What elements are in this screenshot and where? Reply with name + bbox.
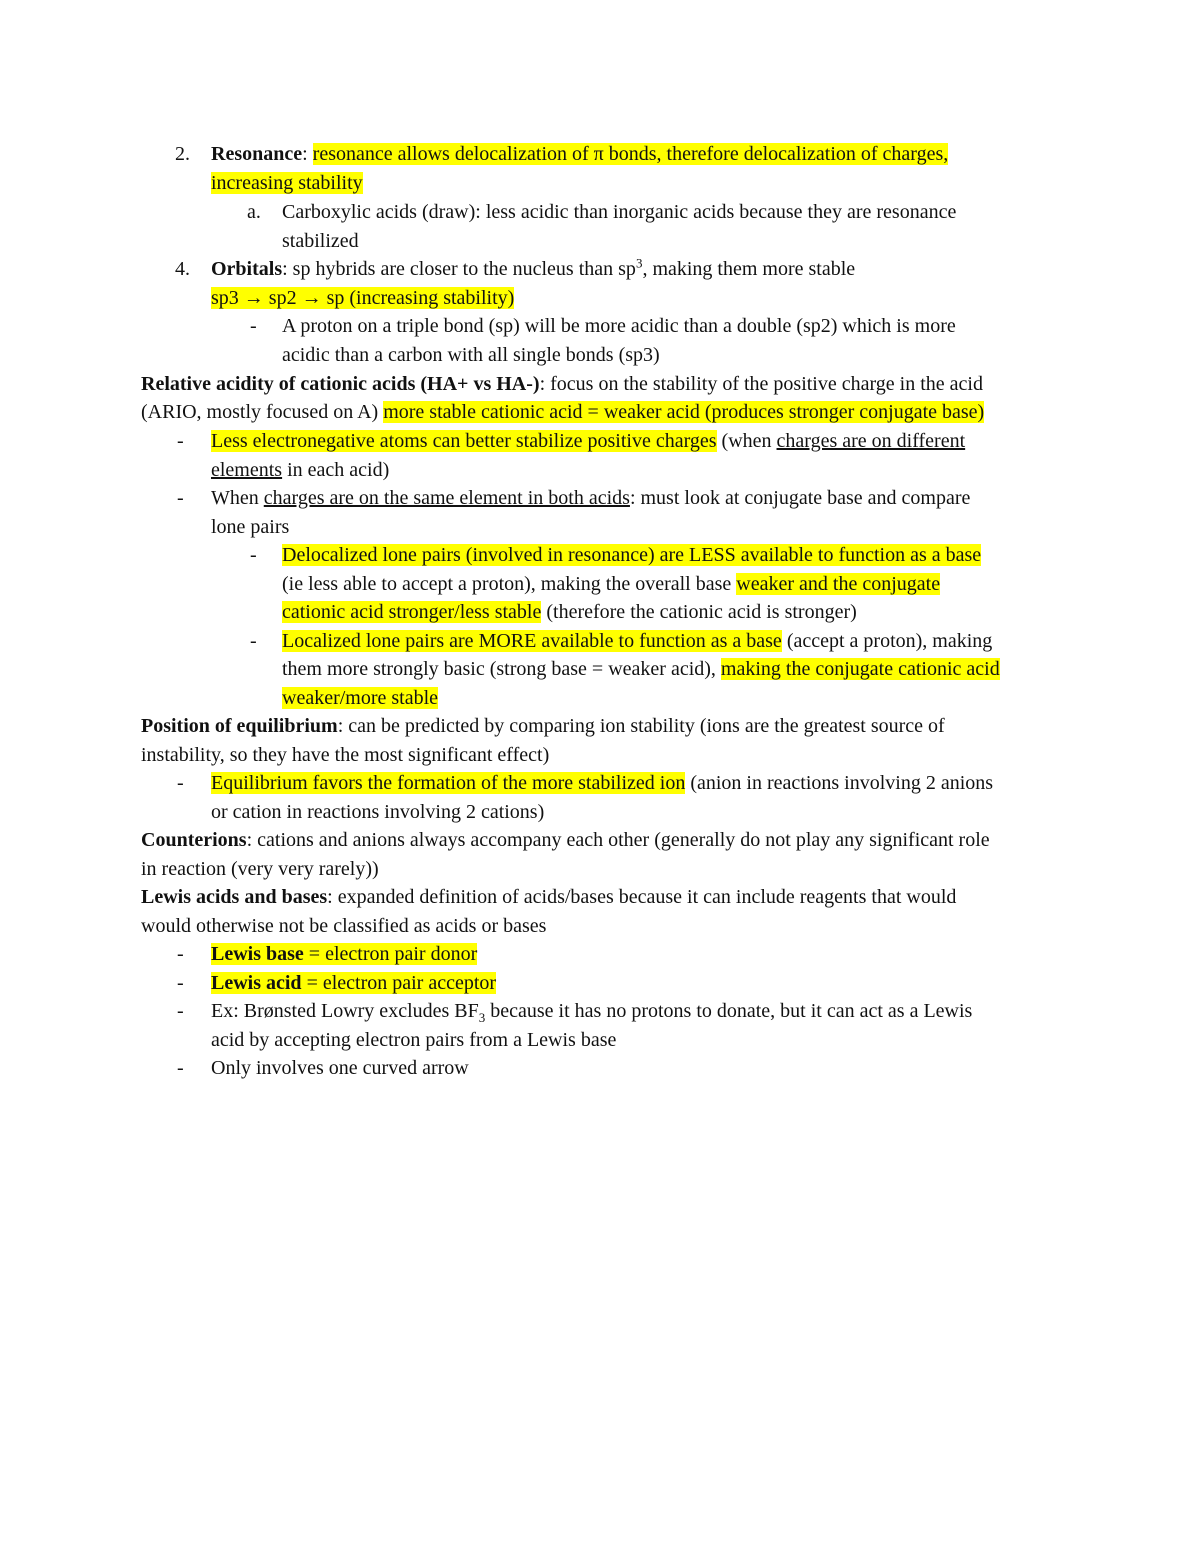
resonance-sub-a-line-1: Carboxylic acids (draw): less acidic than inorganic acids because they are resonance xyxy=(282,201,957,223)
underline: charges are on the same element in both acids xyxy=(263,487,630,509)
term-orbitals: Orbitals xyxy=(211,258,283,280)
bullet-dash: - xyxy=(250,315,257,337)
cationic-bullet-2-line-1: When charges are on the same element in both acids: must look at conjugate base and compare xyxy=(211,487,971,509)
highlight: more stable cationic acid = weaker acid (produces stronger conjugate base) xyxy=(383,401,985,423)
resonance-sub-a-line-2: stabilized xyxy=(282,230,359,252)
lewis-arrow-line: Only involves one curved arrow xyxy=(211,1057,469,1079)
bullet-dash: - xyxy=(177,972,184,994)
orbitals-bullet-line-1: A proton on a triple bond (sp) will be more acidic than a double (sp2) which is more xyxy=(282,315,956,337)
resonance-line-1: Resonance: resonance allows delocalization of π bonds, therefore delocalization of charges, xyxy=(211,143,949,165)
counterions-line-1: Counterions: cations and anions always accompany each other (generally do not play any significant role xyxy=(141,829,990,851)
orbitals-line-2 xyxy=(211,284,514,313)
cationic-bullet-2-line-2: lone pairs xyxy=(211,516,290,538)
term-equilibrium: Position of equilibrium xyxy=(141,715,338,737)
highlight: resonance allows delocalization of π bonds, therefore delocalization of charges, xyxy=(312,143,949,165)
list-letter: a. xyxy=(247,201,261,223)
equilibrium-bullet-line-2: or cation in reactions involving 2 cations) xyxy=(211,801,545,823)
list-number: 4. xyxy=(175,258,190,280)
lewis-line-1: Lewis acids and bases: expanded definition of acids/bases because it can include reagents that would xyxy=(141,886,957,908)
lewis-acid-line xyxy=(211,969,496,998)
highlight: Lewis base = electron pair donor xyxy=(211,943,478,965)
highlight: weaker and the conjugate xyxy=(736,573,941,595)
resonance-line-2 xyxy=(211,169,363,198)
highlight: sp3 → sp2 → sp (increasing stability) xyxy=(211,287,515,309)
highlight: Equilibrium favors the formation of the more stabilized ion xyxy=(211,772,686,794)
localized-line-2: them more strongly basic (strong base = weaker acid), making the conjugate cationic acid xyxy=(282,658,1000,680)
bullet-dash: - xyxy=(177,1057,184,1079)
list-number: 2. xyxy=(175,143,190,165)
delocalized-line-1 xyxy=(282,541,981,570)
highlight: increasing stability xyxy=(211,172,363,194)
lewis-line-2: would otherwise not be classified as acids or bases xyxy=(141,915,547,937)
bullet-dash: - xyxy=(177,772,184,794)
highlight: Localized lone pairs are MORE available to function as a base xyxy=(282,630,782,652)
equilibrium-bullet-line-1: Equilibrium favors the formation of the more stabilized ion (anion in reactions involving 2 anions xyxy=(211,772,994,794)
delocalized-line-3: cationic acid stronger/less stable (therefore the cationic acid is stronger) xyxy=(282,601,857,623)
equilibrium-line-2: instability, so they have the most significant effect) xyxy=(141,744,550,766)
cationic-bullet-1-line-1: Less electronegative atoms can better stabilize positive charges (when charges are on different xyxy=(211,430,966,452)
term-lewis: Lewis acids and bases xyxy=(141,886,328,908)
term-resonance: Resonance xyxy=(211,143,303,165)
lewis-example-line-2: acid by accepting electron pairs from a Lewis base xyxy=(211,1029,617,1051)
bullet-dash: - xyxy=(177,487,184,509)
cationic-bullet-1-line-2: elements in each acid) xyxy=(211,459,390,481)
term-cationic-acidity: Relative acidity of cationic acids (HA+ vs HA-) xyxy=(141,373,540,395)
cationic-line-2: (ARIO, mostly focused on A) more stable cationic acid = weaker acid (produces stronger conjugate base) xyxy=(141,401,985,423)
localized-line-1: Localized lone pairs are MORE available to function as a base (accept a proton), making xyxy=(282,630,993,652)
lewis-example-line-1: Ex: Brønsted Lowry excludes $BF_3$ because it has no protons to donate, but it can act as a Lewis xyxy=(211,1000,973,1025)
subscript: 3 xyxy=(478,1010,486,1025)
orbitals-line-1: Orbitals: sp hybrids are closer to the nucleus than $sp^3$, making them more stable xyxy=(211,255,856,280)
superscript: 3 xyxy=(635,255,643,271)
cationic-line-1: Relative acidity of cationic acids (HA+ vs HA-): focus on the stability of the positive charge in the acid xyxy=(141,373,983,395)
orbitals-bullet-line-2: acidic than a carbon with all single bonds (sp3) xyxy=(282,344,660,366)
term-counterions: Counterions xyxy=(141,829,247,851)
bullet-dash: - xyxy=(250,544,257,566)
bullet-dash: - xyxy=(177,430,184,452)
counterions-line-2: in reaction (very very rarely)) xyxy=(141,858,379,880)
delocalized-line-2: (ie less able to accept a proton), making the overall base weaker and the conjugate xyxy=(282,573,941,595)
bullet-dash: - xyxy=(250,630,257,652)
highlight: making the conjugate cationic acid xyxy=(720,658,1000,680)
bullet-dash: - xyxy=(177,943,184,965)
highlight: Delocalized lone pairs (involved in resonance) are LESS available to function as a base xyxy=(282,544,982,566)
highlight: weaker/more stable xyxy=(282,687,439,709)
lewis-base-line xyxy=(211,940,477,969)
underline: elements xyxy=(211,459,283,481)
highlight: cationic acid stronger/less stable xyxy=(282,601,542,623)
localized-line-3 xyxy=(282,684,438,713)
highlight: Lewis acid = electron pair acceptor xyxy=(211,972,497,994)
bullet-dash: - xyxy=(177,1000,184,1022)
underline: charges are on different xyxy=(776,430,966,452)
equilibrium-line-1: Position of equilibrium: can be predicted by comparing ion stability (ions are the greatest source of xyxy=(141,715,945,737)
highlight: Less electronegative atoms can better stabilize positive charges xyxy=(211,430,717,452)
